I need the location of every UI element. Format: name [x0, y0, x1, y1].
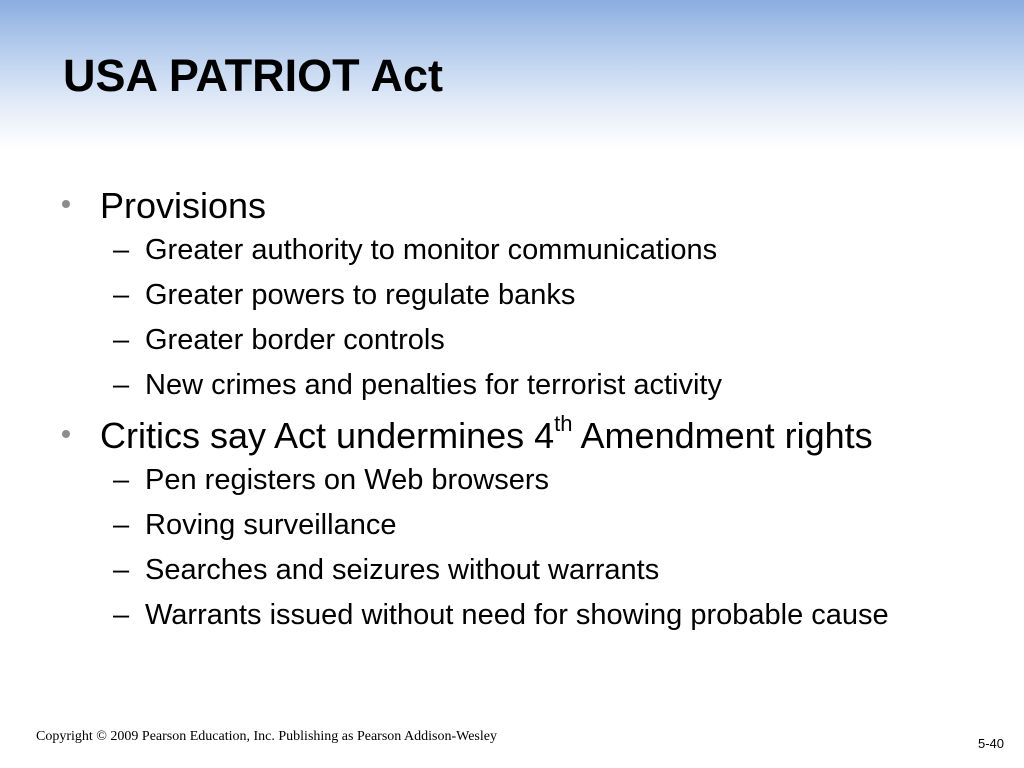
sub-bullet-text: Pen registers on Web browsers	[145, 464, 550, 496]
bullet-text-before: Critics say Act undermines 4	[100, 415, 555, 456]
footer-copyright: Copyright © 2009 Pearson Education, Inc. Publishing as Pearson Addison-Wesley	[36, 729, 497, 744]
dash-icon: –	[113, 369, 130, 401]
slide-number: 5-40	[977, 736, 1004, 751]
sub-bullet-item	[100, 597, 1000, 633]
sub-bullet-item	[100, 552, 1000, 588]
bullet-dot-icon	[60, 412, 102, 460]
dash-icon: –	[113, 554, 130, 586]
bullet-row	[100, 182, 1000, 230]
sub-bullet-item	[100, 367, 1000, 403]
dash-icon: –	[113, 509, 130, 541]
sub-bullet-text: Greater powers to regulate banks	[145, 279, 576, 311]
sub-bullet-text: Searches and seizures without warrants	[145, 554, 660, 586]
sub-bullet-text: Roving surveillance	[145, 509, 397, 541]
dash-icon: –	[113, 234, 130, 266]
slide-body	[60, 182, 1000, 642]
sub-bullet-list	[100, 232, 1000, 403]
sub-bullet-text: New crimes and penalties for terrorist activity	[145, 369, 722, 401]
bullet-provisions	[60, 182, 1000, 403]
sub-bullet-item	[100, 322, 1000, 358]
bullet-row	[100, 412, 1000, 460]
sub-bullet-item	[100, 462, 1000, 498]
bullet-critics	[60, 412, 1000, 633]
ordinal-superscript: th	[554, 411, 573, 436]
dash-icon: –	[113, 324, 130, 356]
sub-bullet-text: Greater authority to monitor communications	[145, 234, 718, 266]
bullet-text-after: Amendment rights	[572, 415, 873, 456]
sub-bullet-list	[100, 462, 1000, 633]
sub-bullet-item	[100, 507, 1000, 543]
bullet-list	[60, 182, 1000, 633]
dash-icon: –	[113, 464, 130, 496]
sub-bullet-text: Warrants issued without need for showing probable cause	[145, 599, 889, 631]
dash-icon: –	[113, 279, 130, 311]
sub-bullet-item	[100, 277, 1000, 313]
slide-title: USA PATRIOT Act	[63, 50, 443, 101]
bullet-text: Provisions	[100, 185, 267, 226]
bullet-dot-icon	[60, 182, 102, 230]
dash-icon: –	[113, 599, 130, 631]
sub-bullet-item	[100, 232, 1000, 268]
sub-bullet-text: Greater border controls	[145, 324, 445, 356]
